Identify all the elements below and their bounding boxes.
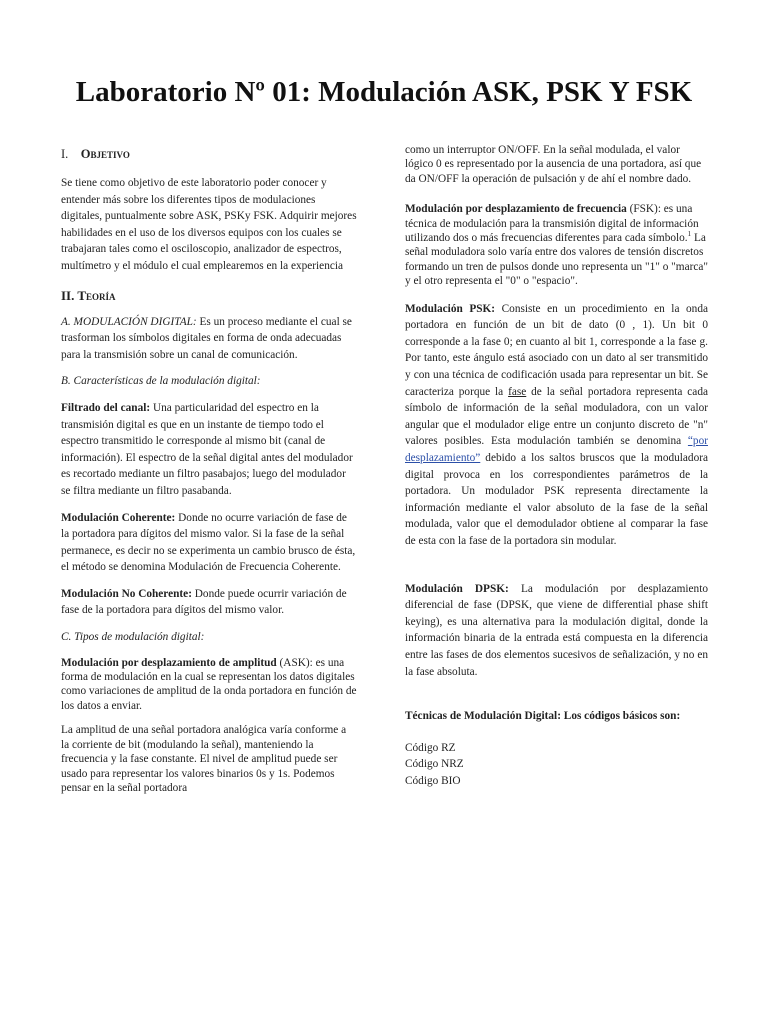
section-objetivo-heading bbox=[61, 146, 357, 162]
por-desplazamiento-link[interactable]: “por desplazamiento” bbox=[405, 435, 708, 464]
paragraph-text: Es un proceso mediante el cual se trasforman los símbolos digitales en forma de onda adecuadas para la transmisión sobre un canal de comunicación. bbox=[61, 315, 352, 361]
paragraph-text: : es una forma de modulación en la cual se representan los datos digitales como variaciones de amplitud de la onda portadora en función de los datos a enviar. bbox=[61, 656, 357, 712]
section-title: Objetivo bbox=[80, 147, 130, 161]
left-column bbox=[61, 146, 357, 795]
subsection-label: A. MODULACIÓN DIGITAL: bbox=[61, 315, 197, 328]
term-abbr: (FSK) bbox=[626, 203, 658, 216]
amplitud-paragraph: La amplitud de una señal portadora analógica varía conforme a la corriente de bit (modulando la señal), manteniendo la frecuencia y la fase constante. El nivel de amplitud puede ser usado para representar los valores binarios 0s y 1s. Podemos pensar en la señal portadora bbox=[61, 724, 347, 794]
section-teoria-heading: II. Teoría bbox=[61, 287, 116, 303]
ask-continuation-paragraph: como un interruptor ON/OFF. En la señal modulada, el valor lógico 0 es representado por la ausencia de una portadora, así que da ON/OFF la operación de pulsación y de ahí el nombre dado. bbox=[405, 144, 702, 185]
paragraph-text: debido a los saltos bruscos que la moduladora digital provoca en los correspondientes parámetros de la portadora. Un modulador PSK representa directamente la información mediante el valor absoluto de la fase de la señal modulada, valor que el demodulador obtiene al comparar la fase de esta con la fase de la portadora sin modular. bbox=[405, 452, 708, 547]
tecnicas-title: Técnicas de Modulación Digital: Los códigos básicos son: bbox=[405, 710, 681, 723]
fase-underlined-text: fase bbox=[508, 385, 527, 398]
paragraph-text: La señal moduladora solo varía entre dos valores de tensión discretos formando un tren de pulsos donde uno representa un "1" o "marca" y el otro representa el "0" o "espacio". bbox=[405, 232, 708, 288]
footnote-marker: 1 bbox=[687, 230, 692, 239]
filtrado-paragraph bbox=[61, 400, 357, 500]
no-coherente-paragraph bbox=[61, 586, 357, 619]
fsk-paragraph bbox=[405, 202, 708, 288]
codigo-item: Código RZ bbox=[405, 741, 456, 754]
term-label: Modulación por desplazamiento de amplitud bbox=[61, 656, 277, 669]
paragraph-text: : es una técnica de modulación para la transmisión digital de información utilizando dos o más frecuencias diferentes para cada símbolo. bbox=[405, 203, 699, 245]
term-label: Modulación por desplazamiento de frecuencia bbox=[405, 203, 627, 216]
codigo-item: Código BIO bbox=[405, 774, 461, 787]
tecnicas-heading bbox=[405, 708, 708, 725]
page-title: Laboratorio Nº 01: Modulación ASK, PSK Y FSK bbox=[75, 76, 693, 108]
modulacion-digital-paragraph bbox=[61, 314, 357, 364]
subsection-c-heading: C. Tipos de modulación digital: bbox=[61, 631, 205, 644]
right-column bbox=[405, 146, 708, 790]
paragraph-text: Donde puede ocurrir variación de fase de la portadora para dígitos del mismo valor. bbox=[61, 587, 347, 617]
codigos-list bbox=[405, 740, 708, 790]
psk-paragraph bbox=[405, 301, 708, 550]
paragraph-text: Consiste en un procedimiento en la onda portadora en función de un bit de dato (0 , 1). Un bit 0 corresponde a la fase 0; en cuanto al bit 1, corresponde a la fase g. Por tanto, este ángulo está asociado con un dato al ser transmitido y con una técnica de codificación usada para representar un bit. Se caracteriza porque la bbox=[405, 302, 708, 398]
ask-paragraph bbox=[61, 656, 357, 714]
coherente-paragraph bbox=[61, 510, 357, 576]
paragraph-text: Donde no ocurre variación de fase de la portadora para dígitos del mismo valor. Si la fase de la señal permanece, es decir no se experimenta un cambio brusco de ésta, el método se denomina Modulación de Frecuencia Coherente. bbox=[61, 511, 356, 574]
paragraph-text: de la señal portadora representa cada símbolo de información de la señal moduladora, con un valor angular que el modulador elige entre un conjunto discreto de "n" valores posibles. Esta modulación también se denomina bbox=[405, 385, 708, 448]
section-number: I. bbox=[61, 147, 69, 161]
subsection-b-heading: B. Características de la modulación digital: bbox=[61, 375, 261, 388]
term-label: Modulación PSK: bbox=[405, 302, 496, 315]
codigo-item: Código NRZ bbox=[405, 758, 464, 771]
term-label: Modulación DPSK: bbox=[405, 582, 509, 595]
dpsk-paragraph bbox=[405, 581, 708, 681]
paragraph-text: La modulación por desplazamiento diferencial de fase (DPSK, que viene de differential phase shift keying), es una alternativa para la modulación digital, donde la información binaria de la entrada está compuesta en la diferencia entre las fases de dos elementos sucesivos de señalización, y no en la fase absoluta. bbox=[405, 582, 708, 678]
term-label: Filtrado del canal: bbox=[61, 401, 151, 414]
term-label: Modulación No Coherente: bbox=[61, 587, 192, 600]
paragraph-text: Una particularidad del espectro en la transmisión digital es que en un instante de tiempo todo el espectro transmitido le corresponde al mismo bit (canal de información). El espectro de la señal digital antes del modulador es recortado mediante un filtro pasabajos; luego del modulador se filtra mediante un filtro pasabanda. bbox=[61, 401, 353, 497]
objetivo-paragraph: Se tiene como objetivo de este laboratorio poder conocer y entender más sobre los diferentes tipos de modulaciones digitales, puntualmente sobre ASK, PSKy FSK. Adquirir mejores habilidades en el uso de los diversos equipos con los cuales se trabajaran tales como el osciloscopio, analizador de espectros, multímetro y el módulo el cual emplearemos en la experiencia bbox=[61, 177, 357, 272]
term-abbr: (ASK) bbox=[276, 656, 310, 669]
term-label: Modulación Coherente: bbox=[61, 511, 176, 524]
